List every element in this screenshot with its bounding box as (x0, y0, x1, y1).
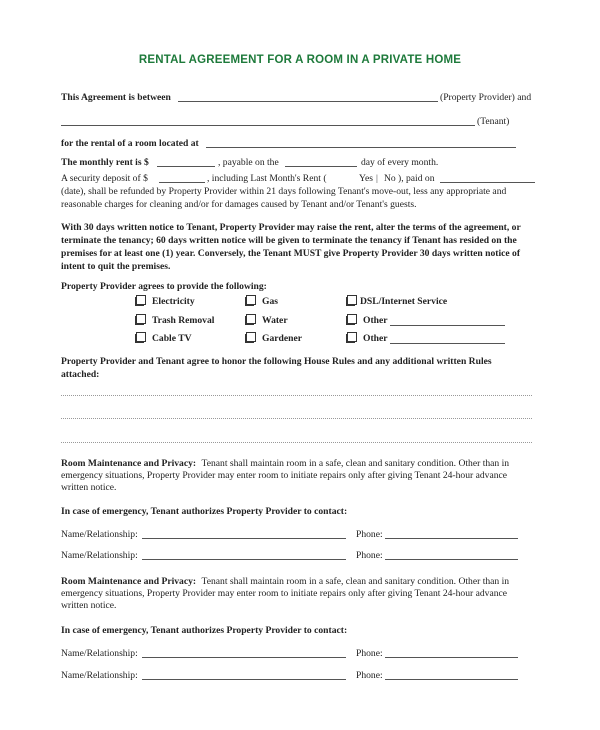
phone-label-3: Phone: (356, 648, 383, 659)
water-checkbox[interactable] (246, 314, 256, 324)
maintenance-text-2: Tenant shall maintain room in a safe, clean and sanitary condition. Other than in (201, 576, 510, 587)
water-label: Water (262, 315, 288, 326)
room-location-field[interactable] (206, 147, 516, 148)
gardener-checkbox[interactable] (246, 332, 256, 342)
maintenance-section-2-line3: written notice. (61, 600, 117, 611)
phone-label-1: Phone: (356, 529, 383, 540)
trash-removal-checkbox[interactable] (136, 314, 146, 324)
electricity-label: Electricity (152, 296, 195, 307)
name-relationship-field-4[interactable] (142, 679, 346, 680)
gas-checkbox[interactable] (246, 295, 256, 305)
name-relationship-label-1: Name/Relationship: (61, 529, 138, 540)
maintenance-section-1-line2: emergency situations, Property Provider may enter room to initiate repairs only after giving Tenant 24-hour advance (61, 470, 508, 481)
tenant-label: (Tenant) (477, 116, 510, 127)
maintenance-heading-1: Room Maintenance and Privacy: (61, 458, 197, 469)
room-location-label: for the rental of a room located at (61, 138, 199, 149)
house-rules-line1: Property Provider and Tenant agree to honor the following House Rules and any additional written Rules (61, 356, 492, 367)
payable-day-field[interactable] (285, 166, 357, 167)
phone-field-3[interactable] (385, 657, 518, 658)
day-of-month-label: day of every month. (361, 157, 439, 168)
deposit-paid-date-field[interactable] (440, 182, 535, 183)
other-service-2-label: Other (363, 333, 388, 344)
name-relationship-field-3[interactable] (142, 657, 346, 658)
provides-heading: Property Provider agrees to provide the following: (61, 281, 267, 292)
name-relationship-label-3: Name/Relationship: (61, 648, 138, 659)
house-rules-line-2[interactable] (61, 418, 532, 419)
document-title: RENTAL AGREEMENT FOR A ROOM IN A PRIVATE HOME (138, 54, 462, 66)
house-rules-line-1[interactable] (61, 395, 532, 396)
maintenance-section-2-line2: emergency situations, Property Provider may enter room to initiate repairs only after giving Tenant 24-hour advance (61, 588, 508, 599)
cable-tv-label: Cable TV (152, 333, 192, 344)
property-provider-label: (Property Provider) and (440, 92, 532, 103)
cable-tv-checkbox[interactable] (136, 332, 146, 342)
phone-field-2[interactable] (385, 559, 518, 560)
security-deposit-field[interactable] (159, 182, 205, 183)
other-service-1-checkbox[interactable] (347, 314, 357, 324)
other-service-1-field[interactable] (390, 325, 505, 326)
payable-on-label: , payable on the (218, 157, 279, 168)
monthly-rent-label: The monthly rent is $ (61, 157, 149, 168)
gardener-label: Gardener (262, 333, 302, 344)
paid-on-label: ), paid on (398, 173, 435, 184)
electricity-checkbox[interactable] (136, 295, 146, 305)
monthly-rent-field[interactable] (157, 166, 215, 167)
tenant-name-field[interactable] (61, 125, 475, 126)
gas-label: Gas (262, 296, 278, 307)
notice-line2: terminate the tenancy; 60 days written notice will be given to terminate the tenancy if Tenant has resided on the (61, 235, 517, 246)
name-relationship-label-2: Name/Relationship: (61, 550, 138, 561)
phone-field-4[interactable] (385, 679, 518, 680)
house-rules-line-3[interactable] (61, 442, 532, 443)
name-relationship-field-1[interactable] (142, 538, 346, 539)
agreement-between-label: This Agreement is between (61, 92, 171, 103)
refund-terms-line2: reasonable charges for cleaning and/or for damages caused by Tenant and/or Tenant's guests. (61, 199, 417, 210)
name-relationship-field-2[interactable] (142, 559, 346, 560)
phone-field-1[interactable] (385, 538, 518, 539)
name-relationship-label-4: Name/Relationship: (61, 670, 138, 681)
phone-label-4: Phone: (356, 670, 383, 681)
other-service-1-label: Other (363, 315, 388, 326)
trash-removal-label: Trash Removal (152, 315, 215, 326)
house-rules-line2: attached: (61, 369, 100, 380)
maintenance-section-2-line1 (61, 576, 509, 589)
emergency-heading-1: In case of emergency, Tenant authorizes Property Provider to contact: (61, 506, 348, 517)
option-divider: | (376, 173, 378, 184)
emergency-heading-2: In case of emergency, Tenant authorizes Property Provider to contact: (61, 625, 348, 636)
dsl-checkbox[interactable] (347, 295, 357, 305)
property-provider-name-field[interactable] (178, 101, 438, 102)
maintenance-section-1-line1 (61, 458, 509, 471)
refund-terms-line1: (date), shall be refunded by Property Provider within 21 days following Tenant's move-out, less any appropriate and (61, 186, 507, 197)
notice-line4: intent to quit the premises. (61, 261, 171, 272)
notice-line1: With 30 days written notice to Tenant, Property Provider may raise the rent, alter the terms of the agreement, or (61, 222, 521, 233)
no-option[interactable]: No (384, 173, 396, 184)
maintenance-section-1-line3: written notice. (61, 482, 117, 493)
phone-label-2: Phone: (356, 550, 383, 561)
other-service-2-field[interactable] (390, 343, 505, 344)
yes-option[interactable]: Yes (359, 173, 373, 184)
maintenance-heading-2: Room Maintenance and Privacy: (61, 576, 197, 587)
maintenance-text-1: Tenant shall maintain room in a safe, clean and sanitary condition. Other than in (201, 458, 510, 469)
security-deposit-label: A security deposit of $ (61, 173, 148, 184)
dsl-label: DSL/Internet Service (360, 296, 448, 307)
other-service-2-checkbox[interactable] (347, 332, 357, 342)
last-month-rent-label: , including Last Month's Rent ( (207, 173, 327, 184)
notice-line3: premises for at least one (1) year. Conversely, the Tenant MUST give Property Provider 30 days written notice of (61, 248, 521, 259)
